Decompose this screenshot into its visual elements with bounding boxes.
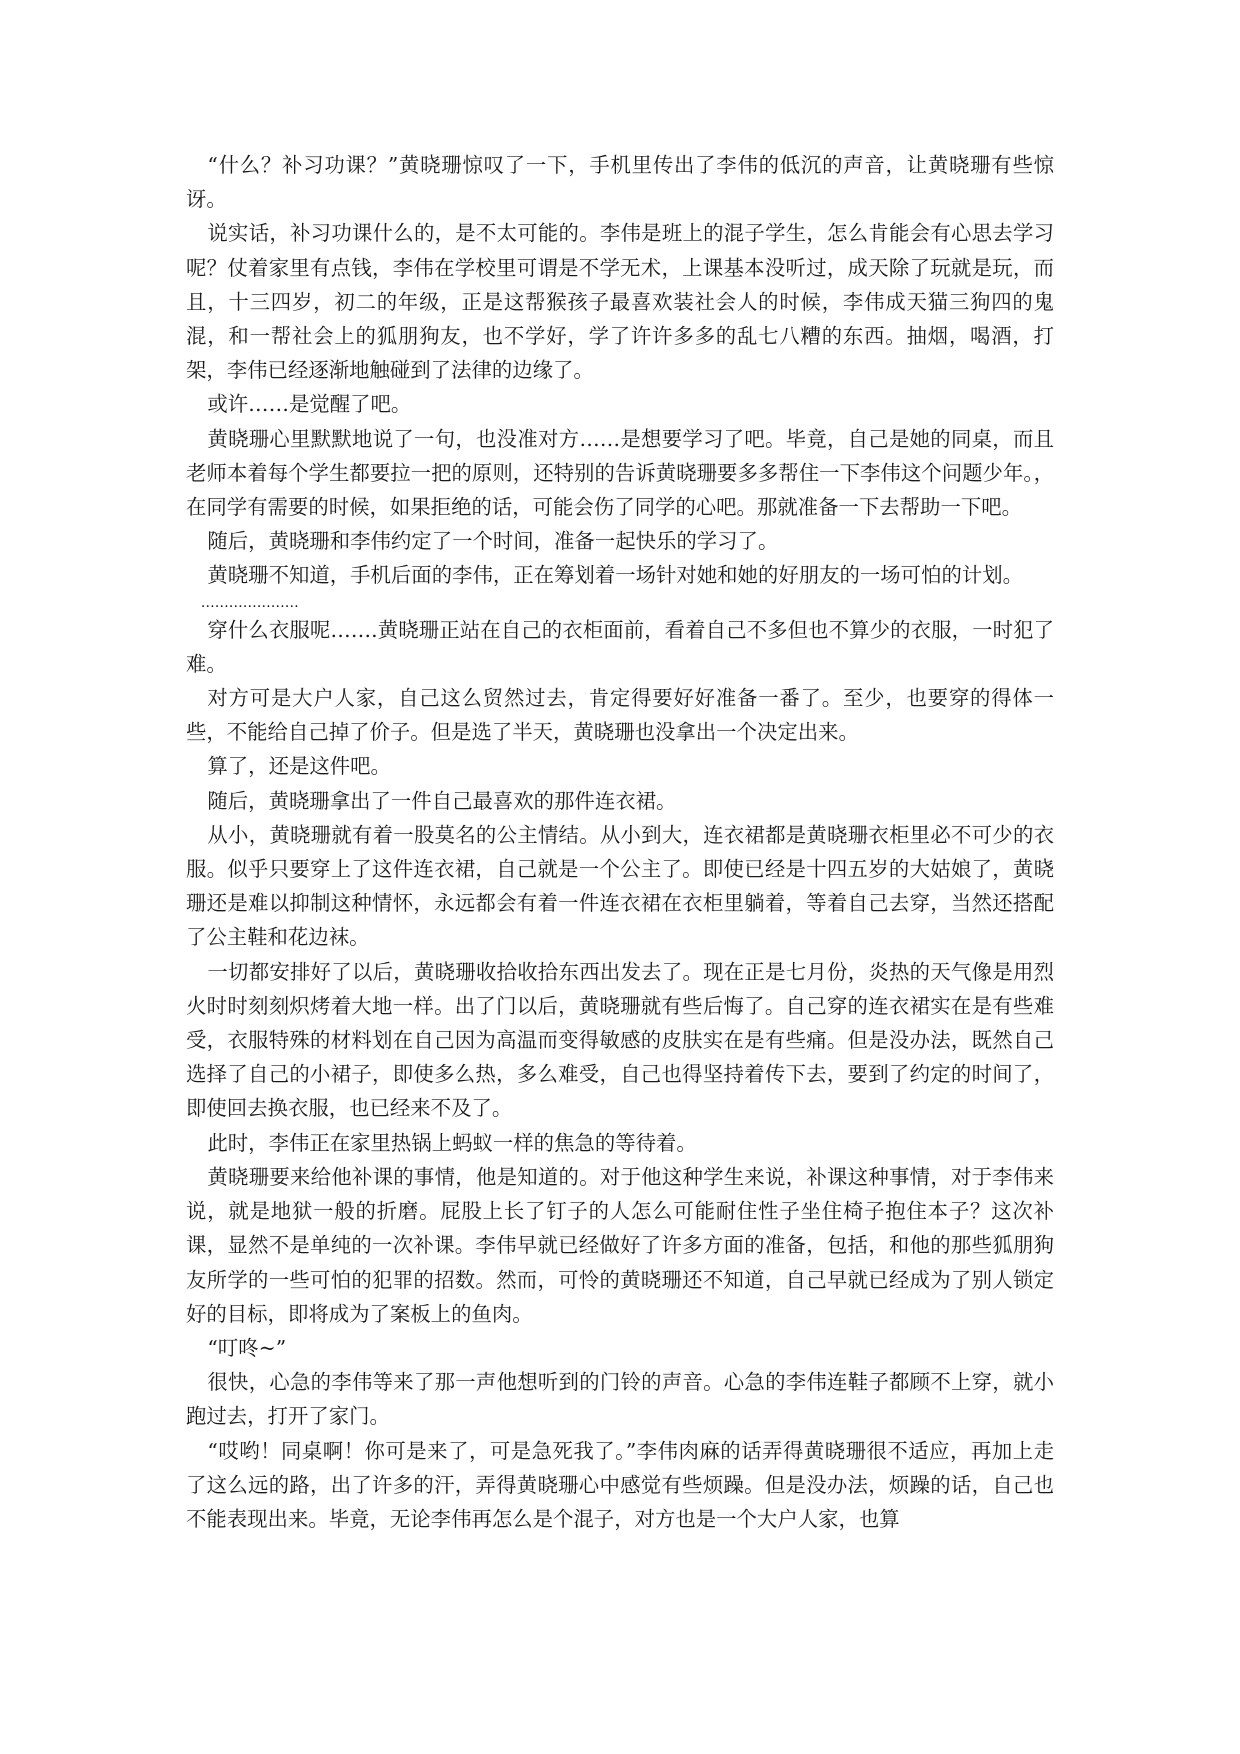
paragraph: 很快，心急的李伟等来了那一声他想听到的门铃的声音。心急的李伟连鞋子都顾不上穿，就小跑过去，打开了家门。: [186, 1370, 1054, 1429]
paragraph: 一切都安排好了以后，黄晓珊收拾收拾东西出发去了。现在正是七月份，炎热的天气像是用烈火时时刻刻炽烤着大地一样。出了门以后，黄晓珊就有些后悔了。自己穿的连衣裙实在是有些难受，衣服特殊的材料划在自己因为高温而变得敏感的皮肤实在是有些痛。但是没办法，既然自己选择了自己的小裙子，即使多么热，多么难受，自己也得坚持着传下去，要到了约定的时间了，即使回去换衣服，也已经来不及了。: [186, 959, 1054, 1121]
paragraph: 黄晓珊要来给他补课的事情，他是知道的。对于他这种学生来说，补课这种事情，对于李伟来说，就是地狱一般的折磨。屁股上长了钉子的人怎么可能耐住性子坐住椅子抱住本子？这次补课，显然不是单纯的一次补课。李伟早就已经做好了许多方面的准备，包括，和他的那些狐朋狗友所学的一些可怕的犯罪的招数。然而，可怜的黄晓珊还不知道，自己早就已经成为了别人锁定好的目标，即将成为了案板上的鱼肉。: [186, 1164, 1054, 1326]
paragraph: 此时，李伟正在家里热锅上蚂蚁一样的焦急的等待着。: [207, 1130, 697, 1155]
paragraph: 或许……是觉醒了吧。: [207, 392, 412, 417]
document-page: [186, 148, 1054, 1536]
paragraph: 随后，黄晓珊拿出了一件自己最喜欢的那件连衣裙。: [207, 788, 677, 813]
paragraph: 黄晓珊心里默默地说了一句，也没准对方……是想要学习了吧。毕竟，自己是她的同桌，而且老师本着每个学生都要拉一把的原则，还特别的告诉黄晓珊要多多帮住一下李伟这个问题少年。，在同学有需要的时候，如果拒绝的话，可能会伤了同学的心吧。那就准备一下去帮助一下吧。: [186, 426, 1054, 520]
paragraph: 穿什么衣服呢…….黄晓珊正站在自己的衣柜面前，看着自己不多但也不算少的衣服，一时犯了难。: [186, 617, 1054, 676]
paragraph: “什么？补习功课？”黄晓珊惊叹了一下，手机里传出了李伟的低沉的声音，让黄晓珊有些惊讶。: [186, 153, 1054, 212]
paragraph: “叮咚~”: [207, 1335, 287, 1360]
paragraph: 算了，还是这件吧。: [207, 754, 391, 779]
paragraph: 随后，黄晓珊和李伟约定了一个时间，准备一起快乐的学习了。: [207, 529, 779, 554]
paragraph: 黄晓珊不知道，手机后面的李伟，正在筹划着一场针对她和她的好朋友的一场可怕的计划。: [207, 563, 1024, 588]
paragraph: 从小，黄晓珊就有着一股莫名的公主情结。从小到大，连衣裙都是黄晓珊衣柜里必不可少的衣服。似乎只要穿上了这件连衣裙，自己就是一个公主了。即使已经是十四五岁的大姑娘了，黄晓珊还是难以抑制这种情怀，永远都会有着一件连衣裙在衣柜里躺着，等着自己去穿，当然还搭配了公主鞋和花边袜。: [186, 822, 1054, 950]
section-divider: …………………: [200, 594, 299, 611]
paragraph: 说实话，补习功课什么的，是不太可能的。李伟是班上的混子学生，怎么肯能会有心思去学习呢？仗着家里有点钱，李伟在学校里可谓是不学无术，上课基本没听过，成天除了玩就是玩，而且，十三四岁，初二的年级，正是这帮猴孩子最喜欢装社会人的时候，李伟成天猫三狗四的鬼混，和一帮社会上的狐朋狗友，也不学好，学了许许多多的乱七八糟的东西。抽烟，喝酒，打架，李伟已经逐渐地触碰到了法律的边缘了。: [186, 221, 1054, 383]
paragraph: 对方可是大户人家，自己这么贸然过去，肯定得要好好准备一番了。至少，也要穿的得体一些，不能给自己掉了价子。但是选了半天，黄晓珊也没拿出一个决定出来。: [186, 686, 1054, 745]
paragraph: “哎哟！同桌啊！你可是来了，可是急死我了。”李伟肉麻的话弄得黄晓珊很不适应，再加上走了这么远的路，出了许多的汗，弄得黄晓珊心中感觉有些烦躁。但是没办法，烦躁的话，自己也不能表现出来。毕竟，无论李伟再怎么是个混子，对方也是一个大户人家，也算: [186, 1438, 1054, 1531]
